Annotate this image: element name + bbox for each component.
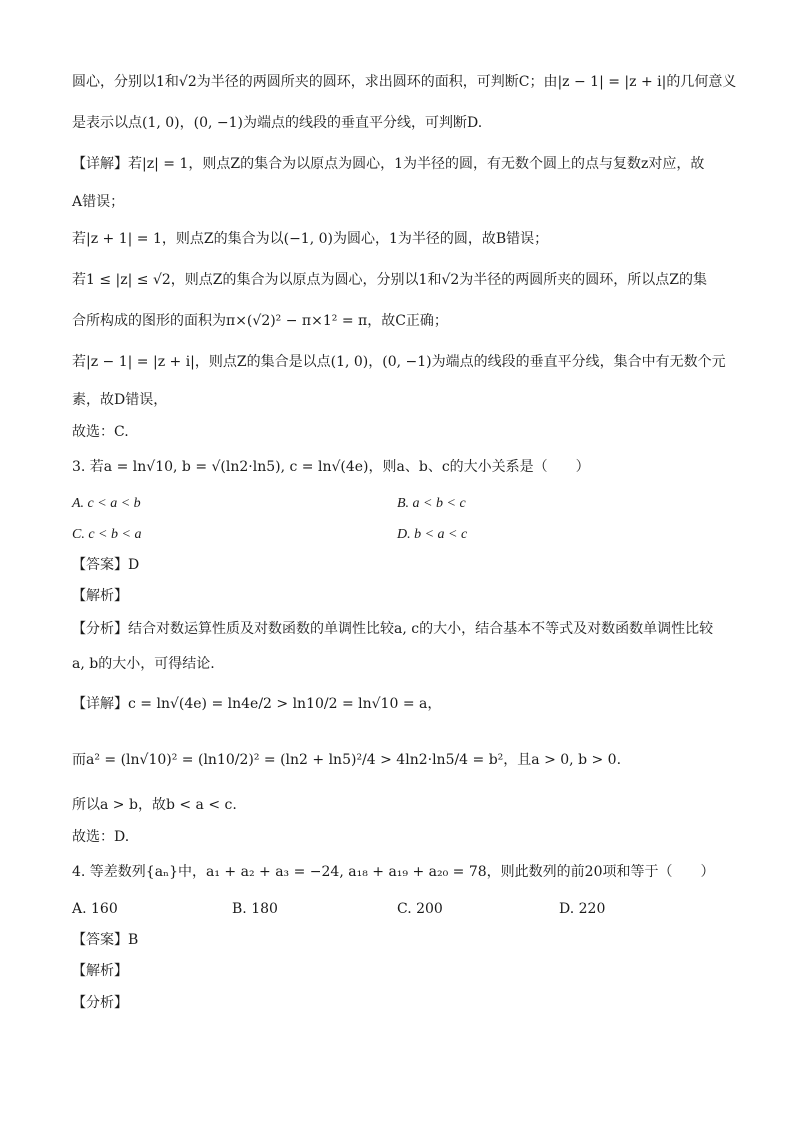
q4-option-a: A. 160 [72,901,118,917]
text-line: 所以a > b，故b < a < c. [72,797,237,813]
q4-option-c: C. 200 [397,901,443,917]
question-3-stem: 3. 若a = ln√10, b = √(ln2·ln5), c = ln√(4e)，则a、b、c的大小关系是（ ） [72,459,590,475]
text-line: 是表示以点(1, 0)，(0, −1)为端点的线段的垂直平分线，可判断D. [72,115,483,131]
text-line: 若|z + 1| = 1，则点Z的集合为以(−1, 0)为圆心，1为半径的圆，故B错误； [72,231,549,247]
q3-option-c: C. c < b < a [72,527,142,542]
answer-label: 【答案】D [72,557,140,573]
text-line: 素，故D错误， [72,392,168,408]
answer-label: 【答案】B [72,932,139,948]
analysis-label: 【分析】 [72,995,128,1011]
text-line: 【详解】c = ln√(4e) = ln4e/2 > ln10/2 = ln√10 = a， [72,696,442,712]
text-line: 故选：C. [72,424,129,440]
analysis-label: 【解析】 [72,963,128,979]
question-4-stem: 4. 等差数列{aₙ}中，a₁ + a₂ + a₃ = −24, a₁₈ + a₁₉ + a₂₀ = 78，则此数列的前20项和等于（ ） [72,864,715,880]
text-line: 故选：D. [72,829,130,845]
q4-option-b: B. 180 [232,901,278,917]
text-line: a, b的大小，可得结论. [72,656,215,672]
q3-option-b: B. a < b < c [397,496,466,511]
text-line: 【分析】结合对数运算性质及对数函数的单调性比较a, c的大小，结合基本不等式及对数函数单调性比较 [72,621,714,637]
analysis-label: 【解析】 [72,588,128,604]
text-line: A错误； [72,194,125,210]
text-line: 圆心，分别以1和√2为半径的两圆所夹的圆环，求出圆环的面积，可判断C；由|z − 1| = |z + i|的几何意义 [72,74,737,90]
text-line: 而a² = (ln√10)² = (ln10/2)² = (ln2 + ln5)²/4 > 4ln2·ln5/4 = b²，且a > 0, b > 0. [72,752,622,768]
q3-option-a: A. c < a < b [72,496,141,511]
text-line: 合所构成的图形的面积为π×(√2)² − π×1² = π，故C正确； [72,313,448,329]
text-line: 若1 ≤ |z| ≤ √2，则点Z的集合为以原点为圆心，分别以1和√2为半径的两圆所夹的圆环，所以点Z的集 [72,272,707,288]
q4-option-d: D. 220 [559,901,606,917]
text-line: 若|z − 1| = |z + i|，则点Z的集合是以点(1, 0)，(0, −1)为端点的线段的垂直平分线，集合中有无数个元 [72,354,726,370]
q3-option-d: D. b < a < c [397,527,468,542]
text-line: 【详解】若|z| = 1，则点Z的集合为以原点为圆心，1为半径的圆，有无数个圆上的点与复数z对应，故 [72,156,705,172]
